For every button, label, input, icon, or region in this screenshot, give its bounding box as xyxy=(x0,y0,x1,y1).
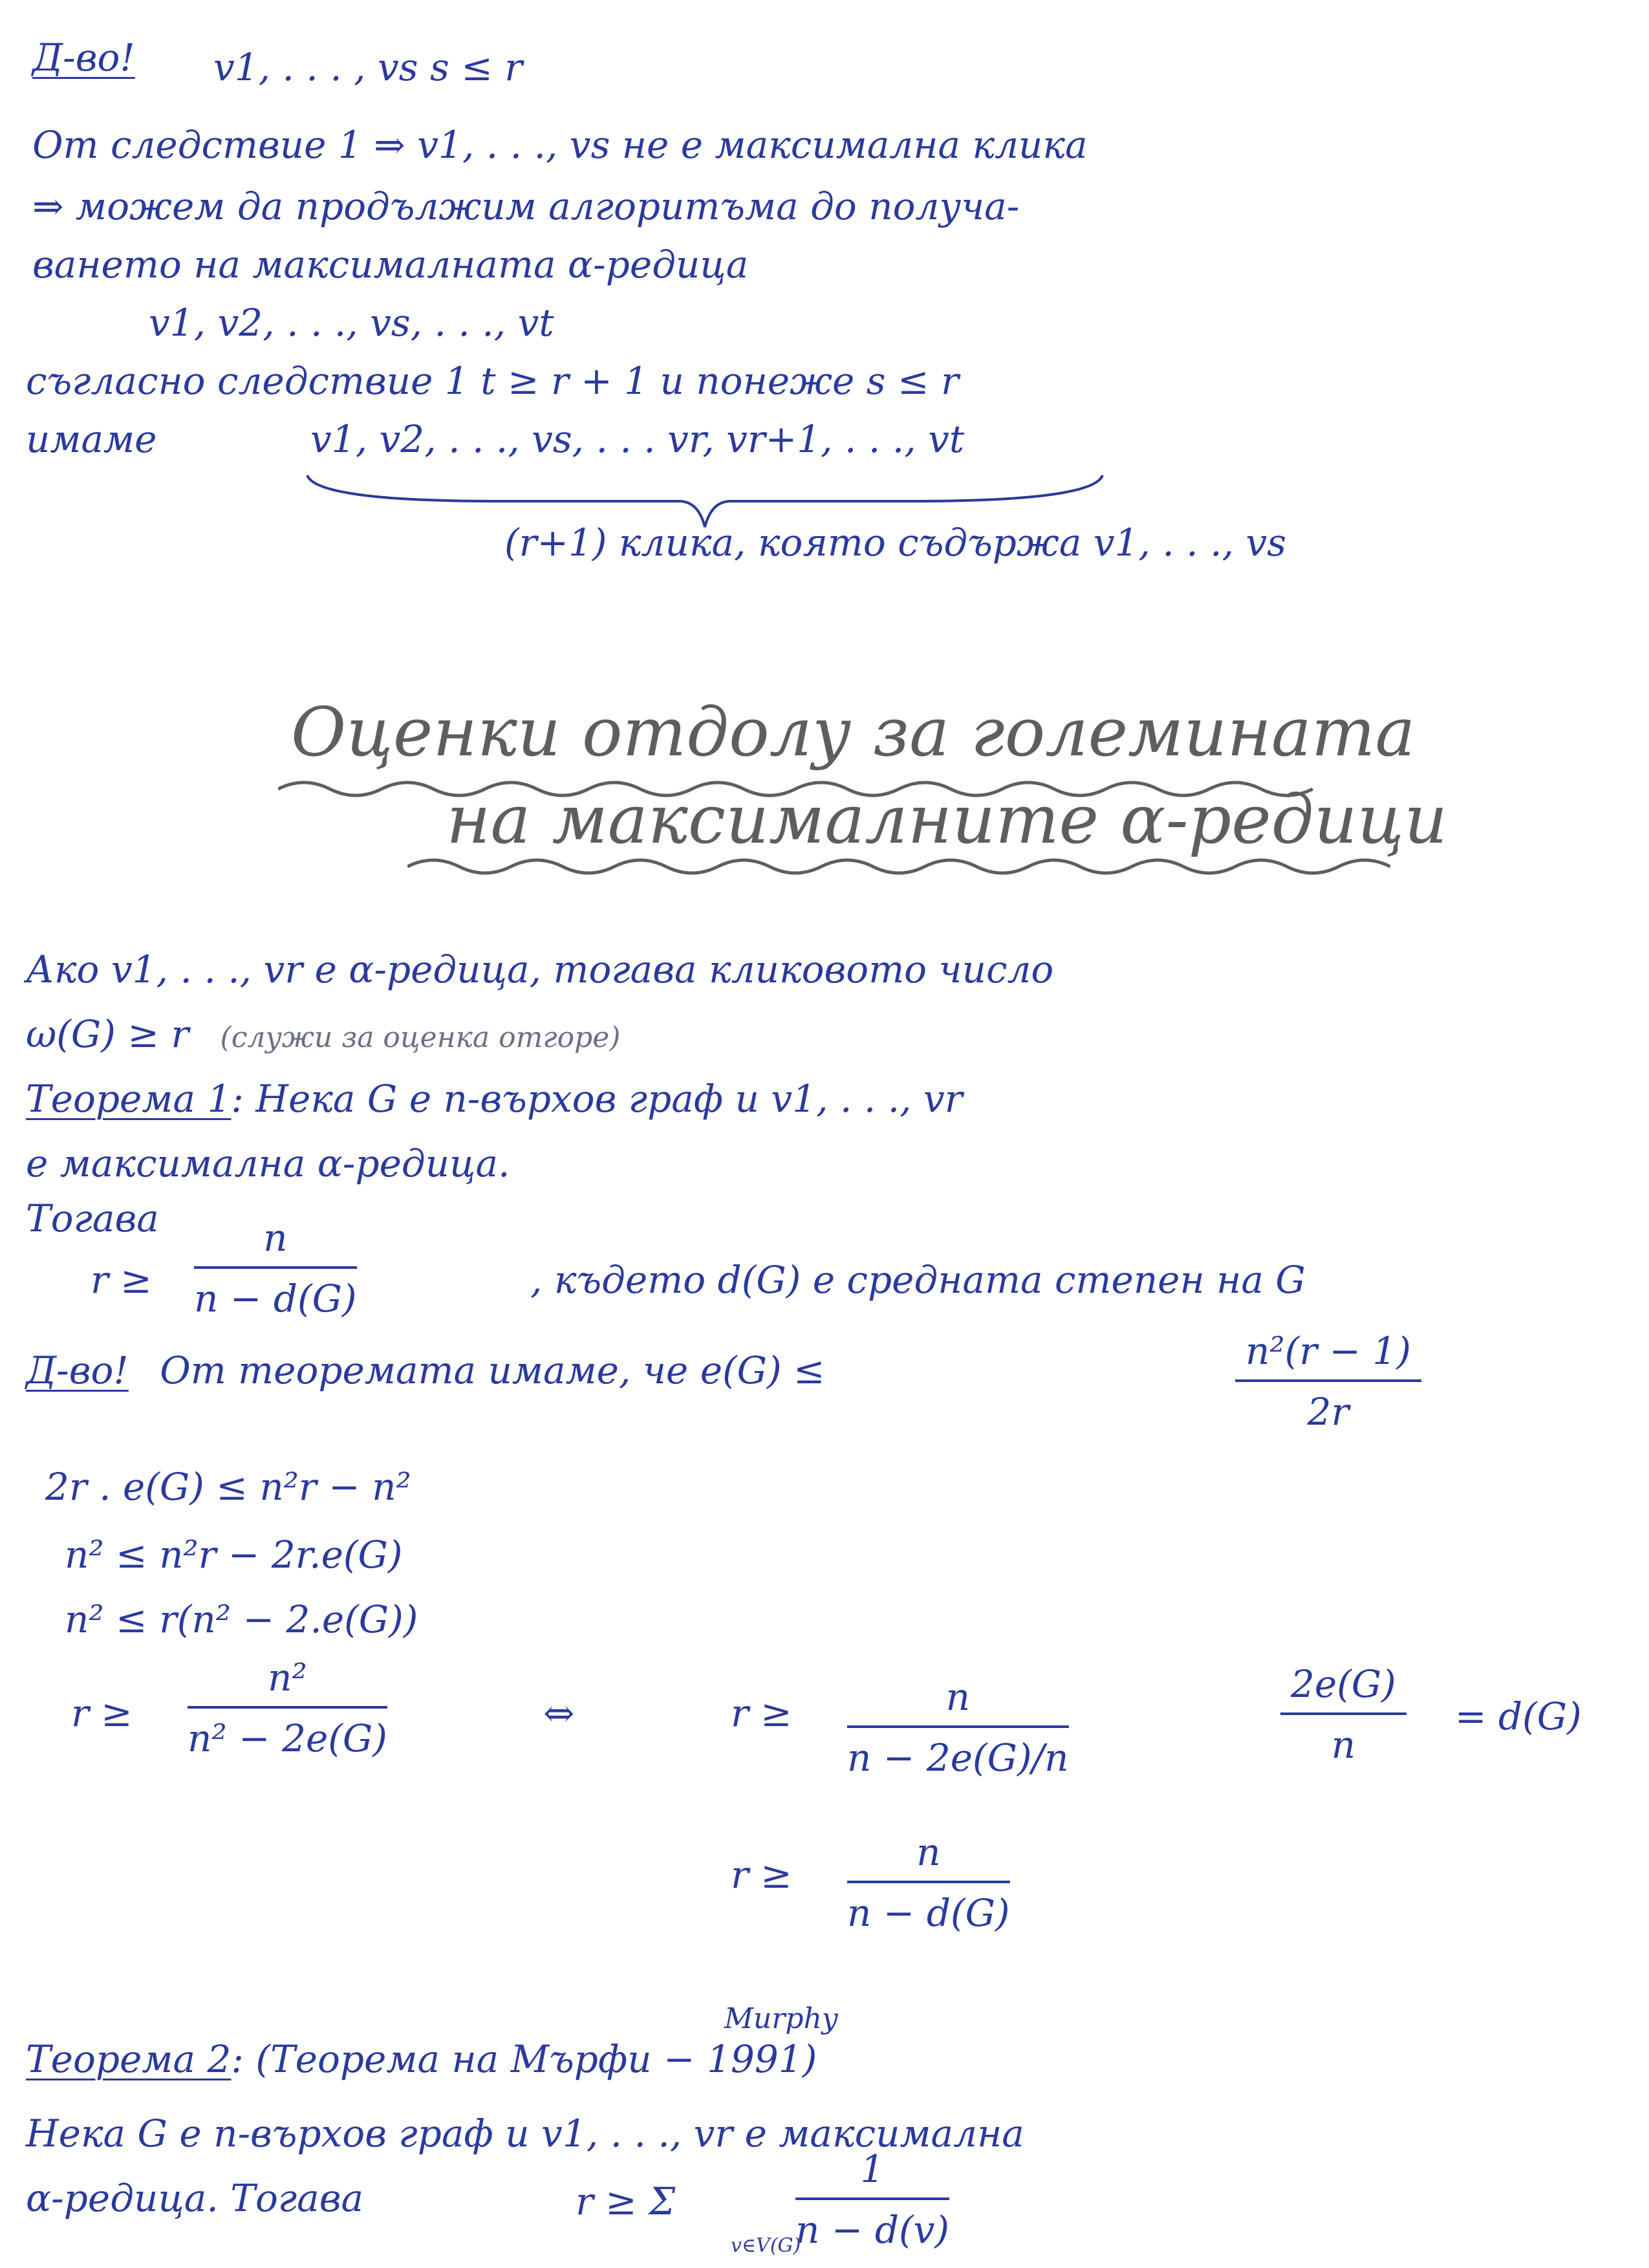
side-note-rest: = d(G) xyxy=(1455,1694,1582,1738)
title-wavy-underline-2 xyxy=(407,854,1390,880)
ineq1-denominator: n − d(G) xyxy=(194,1277,357,1321)
block1-line5: съгласно следствие 1 t ≥ r + 1 и понеже s ≤ r xyxy=(26,359,959,403)
step3: n² ≤ r(n² − 2.e(G)) xyxy=(65,1597,418,1641)
block1-line3: ването на максималната α-редица xyxy=(32,243,749,286)
step5-denominator: n − d(G) xyxy=(847,1891,1010,1935)
sum-denominator: n − d(v) xyxy=(795,2208,949,2252)
murphy-annotation: Murphy xyxy=(724,2002,838,2035)
sum-numerator: 1 xyxy=(860,2147,885,2191)
proof2-fraction xyxy=(1235,1329,1421,1434)
block2-line5: Тогава xyxy=(26,1196,159,1240)
proof2-line xyxy=(26,1348,825,1392)
block2-line4: е максимална α-редица. xyxy=(26,1141,510,1185)
block2-line2 xyxy=(26,1012,621,1056)
ineq1-lhs: r ≥ xyxy=(91,1258,152,1302)
step5-fraction xyxy=(847,1830,1010,1935)
step1: 2r . e(G) ≤ n²r − n² xyxy=(45,1465,411,1509)
proof2-label: Д-во! xyxy=(26,1348,129,1392)
section-title-line1: Оценки отдолу за големината xyxy=(291,693,1416,772)
proof2-denominator: 2r xyxy=(1307,1390,1350,1434)
step5-lhs: r ≥ xyxy=(731,1853,792,1897)
block1-line6-seq: v1, v2, . . ., vs, . . . vr, vr+1, . . ., vt xyxy=(310,417,965,461)
step4-denominator: n² − 2e(G) xyxy=(188,1716,387,1760)
step4-lhs: r ≥ xyxy=(71,1691,133,1735)
step4b-lhs: r ≥ xyxy=(731,1691,792,1735)
block1-line4: v1, v2, . . ., vs, . . ., vt xyxy=(149,301,554,345)
step2: n² ≤ n²r − 2r.e(G) xyxy=(65,1533,403,1577)
step4b-denominator: n − 2e(G)/n xyxy=(847,1736,1069,1780)
clique-bound: ω(G) ≥ r xyxy=(26,1012,189,1056)
sum-subscript: v∈V(G) xyxy=(731,2234,801,2257)
block1-line2: ⇒ можем да продължим алгоритъма до получа- xyxy=(32,184,1020,228)
block2-line1: Ако v1, . . ., vr е α-редица, тогава кликовото число xyxy=(26,947,1054,991)
theorem1-text: : Нека G е n-върхов граф и v1, . . ., vr xyxy=(231,1077,963,1121)
theorem2-line xyxy=(26,2037,817,2081)
block1-line0: v1, . . . , vs s ≤ r xyxy=(213,45,523,89)
theorem1-label: Теорема 1 xyxy=(26,1077,232,1121)
ineq1-numerator: n xyxy=(263,1216,288,1260)
theorem1-line xyxy=(26,1077,963,1121)
theorem2-label: Теорема 2 xyxy=(26,2037,232,2081)
side-denominator: n xyxy=(1331,1723,1356,1767)
step5-numerator: n xyxy=(916,1830,941,1874)
proof-label-1 xyxy=(32,36,135,80)
step4-numerator: n² xyxy=(268,1656,307,1700)
sum-lhs: r ≥ Σ xyxy=(576,2179,676,2223)
sum-fraction xyxy=(795,2147,949,2252)
side-note-fraction xyxy=(1280,1662,1406,1767)
proof2-numerator: n²(r − 1) xyxy=(1245,1329,1411,1373)
step4-fraction xyxy=(188,1656,387,1760)
ineq1-fraction xyxy=(194,1216,357,1321)
step4b-fraction xyxy=(847,1675,1069,1780)
block1-line6-pre: имаме xyxy=(26,417,157,461)
ineq1-rest: , където d(G) е средната степен на G xyxy=(530,1258,1306,1302)
block1-line1: От следствие 1 ⇒ v1, . . ., vs не е максимална клика xyxy=(32,123,1088,167)
section-title-line2: на максималните α-редици xyxy=(446,780,1448,859)
proof2-text: От теоремата имаме, че e(G) ≤ xyxy=(160,1348,825,1392)
step4b-numerator: n xyxy=(945,1675,970,1719)
step4-iff: ⇔ xyxy=(543,1691,575,1735)
side-numerator: 2e(G) xyxy=(1291,1662,1396,1706)
block1-line7: (r+1) клика, която съдържа v1, . . ., vs xyxy=(504,521,1286,565)
theorem2-text: : (Теорема на Мърфи − 1991) xyxy=(231,2037,817,2081)
proof-label-text: Д-во! xyxy=(32,36,135,80)
block3-line2: Нека G е n-върхов граф и v1, . . ., vr е максимална xyxy=(26,2111,1024,2155)
block3-line3: α-редица. Тогава xyxy=(26,2176,364,2220)
clique-note: (служи за оценка отгоре) xyxy=(220,1021,621,1054)
